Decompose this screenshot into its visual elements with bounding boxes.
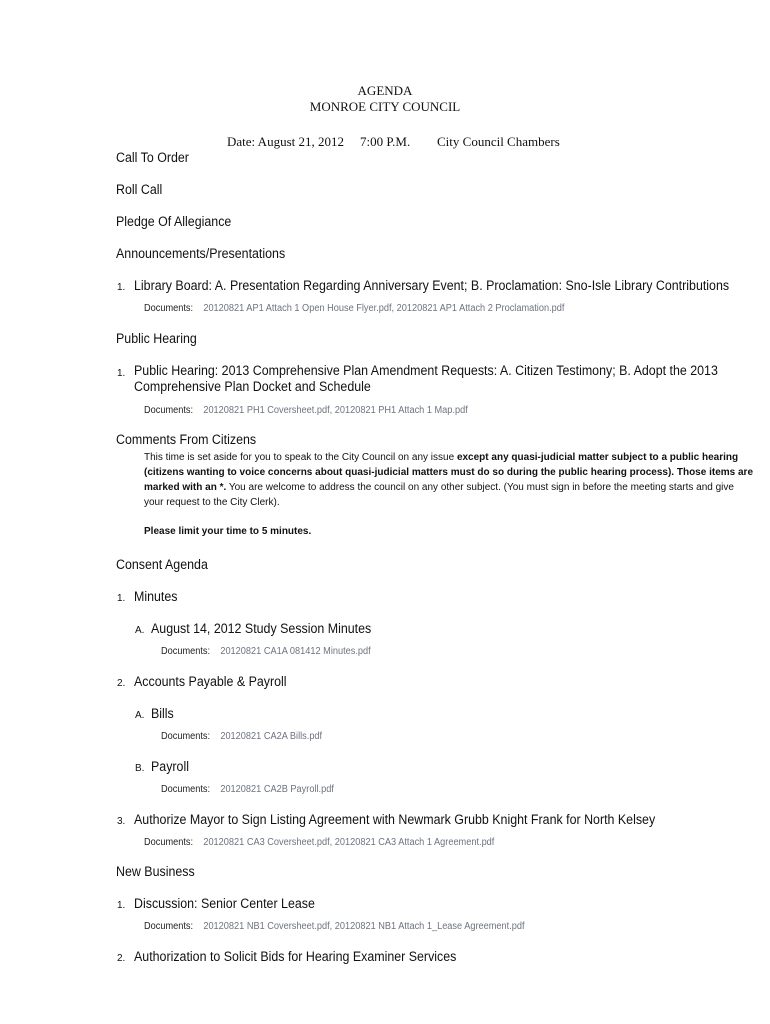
agenda-item-library-board: Library Board: A. Presentation Regarding Anniversary Event; B. Proclamation: Sno-Isle Library Contributions — [134, 278, 730, 293]
meeting-date: Date: August 21, 2012 — [227, 134, 344, 149]
item-number: 1. — [117, 282, 126, 293]
documents-label: Documents: — [161, 731, 211, 742]
item-number: 1. — [117, 593, 126, 604]
document-links[interactable]: 20120821 CA2B Payroll.pdf — [220, 784, 334, 795]
document-links[interactable]: 20120821 PH1 Coversheet.pdf, 20120821 PH1 Attach 1 Map.pdf — [203, 405, 468, 416]
item-number: 1. — [117, 900, 126, 911]
agenda-title: AGENDA — [357, 83, 413, 98]
section-roll-call: Roll Call — [116, 182, 163, 197]
documents-label: Documents: — [144, 303, 194, 314]
documents-row — [161, 646, 371, 657]
item-number: 2. — [117, 678, 126, 689]
section-comments: Comments From Citizens — [116, 432, 257, 447]
agenda-subitem-payroll: Payroll — [151, 759, 189, 774]
section-consent: Consent Agenda — [116, 557, 208, 572]
documents-label: Documents: — [144, 921, 194, 932]
section-public-hearing: Public Hearing — [116, 331, 197, 346]
item-letter: A. — [135, 710, 145, 721]
document-links[interactable]: 20120821 CA3 Coversheet.pdf, 20120821 CA3 Attach 1 Agreement.pdf — [203, 837, 495, 848]
section-call-to-order: Call To Order — [116, 150, 189, 165]
item-letter: B. — [135, 763, 145, 774]
time-limit-note: Please limit your time to 5 minutes. — [144, 526, 312, 537]
document-links[interactable]: 20120821 CA1A 081412 Minutes.pdf — [220, 646, 371, 657]
documents-row — [144, 405, 468, 416]
documents-label: Documents: — [144, 405, 194, 416]
item-number: 1. — [117, 368, 126, 379]
council-name: MONROE CITY COUNCIL — [309, 99, 461, 114]
documents-label: Documents: — [161, 646, 211, 657]
agenda-item-public-hearing: Public Hearing: 2013 Comprehensive Plan Amendment Requests: A. Citizen Testimony; B. Adopt the 2013 — [134, 363, 718, 378]
agenda-item-listing-agreement: Authorize Mayor to Sign Listing Agreement with Newmark Grubb Knight Frank for North Kelsey — [134, 812, 656, 827]
agenda-item-public-hearing-cont: Comprehensive Plan Docket and Schedule — [134, 379, 371, 394]
section-new-business: New Business — [116, 864, 195, 879]
agenda-subitem-bills: Bills — [151, 706, 174, 721]
section-pledge: Pledge Of Allegiance — [116, 214, 232, 229]
document-links[interactable]: 20120821 CA2A Bills.pdf — [220, 731, 323, 742]
documents-label: Documents: — [144, 837, 194, 848]
agenda-item-hearing-examiner: Authorization to Solicit Bids for Hearing Examiner Services — [134, 949, 457, 964]
documents-row — [144, 837, 494, 848]
comments-description: This time is set aside for you to speak to the City Council on any issue except any quasi-judicial matter subject to a public hearing (citizens wanting to voice concerns about quasi-judicial matters must do so during the public hearing process). Those items are marked with an *. You are welcome to address the council on any other subject. (You must sign in before the meeting starts and give your request to the City Clerk). — [144, 452, 754, 508]
document-links[interactable]: 20120821 AP1 Attach 1 Open House Flyer.pdf, 20120821 AP1 Attach 2 Proclamation.pdf — [203, 303, 565, 314]
section-announcements: Announcements/Presentations — [116, 246, 286, 261]
documents-row — [161, 731, 322, 742]
item-number: 2. — [117, 953, 126, 964]
documents-label: Documents: — [161, 784, 211, 795]
document-links[interactable]: 20120821 NB1 Coversheet.pdf, 20120821 NB1 Attach 1_Lease Agreement.pdf — [203, 921, 525, 932]
agenda-item-minutes: Minutes — [134, 589, 178, 604]
item-letter: A. — [135, 625, 145, 636]
meeting-time: 7:00 P.M. — [360, 134, 411, 149]
documents-row — [161, 784, 334, 795]
documents-row — [144, 921, 525, 932]
documents-row — [144, 303, 564, 314]
meeting-location: City Council Chambers — [437, 134, 560, 149]
agenda-subitem-study-minutes: August 14, 2012 Study Session Minutes — [151, 621, 372, 636]
agenda-item-accounts-payable: Accounts Payable & Payroll — [134, 674, 287, 689]
agenda-item-senior-center: Discussion: Senior Center Lease — [134, 896, 315, 911]
item-number: 3. — [117, 816, 126, 827]
